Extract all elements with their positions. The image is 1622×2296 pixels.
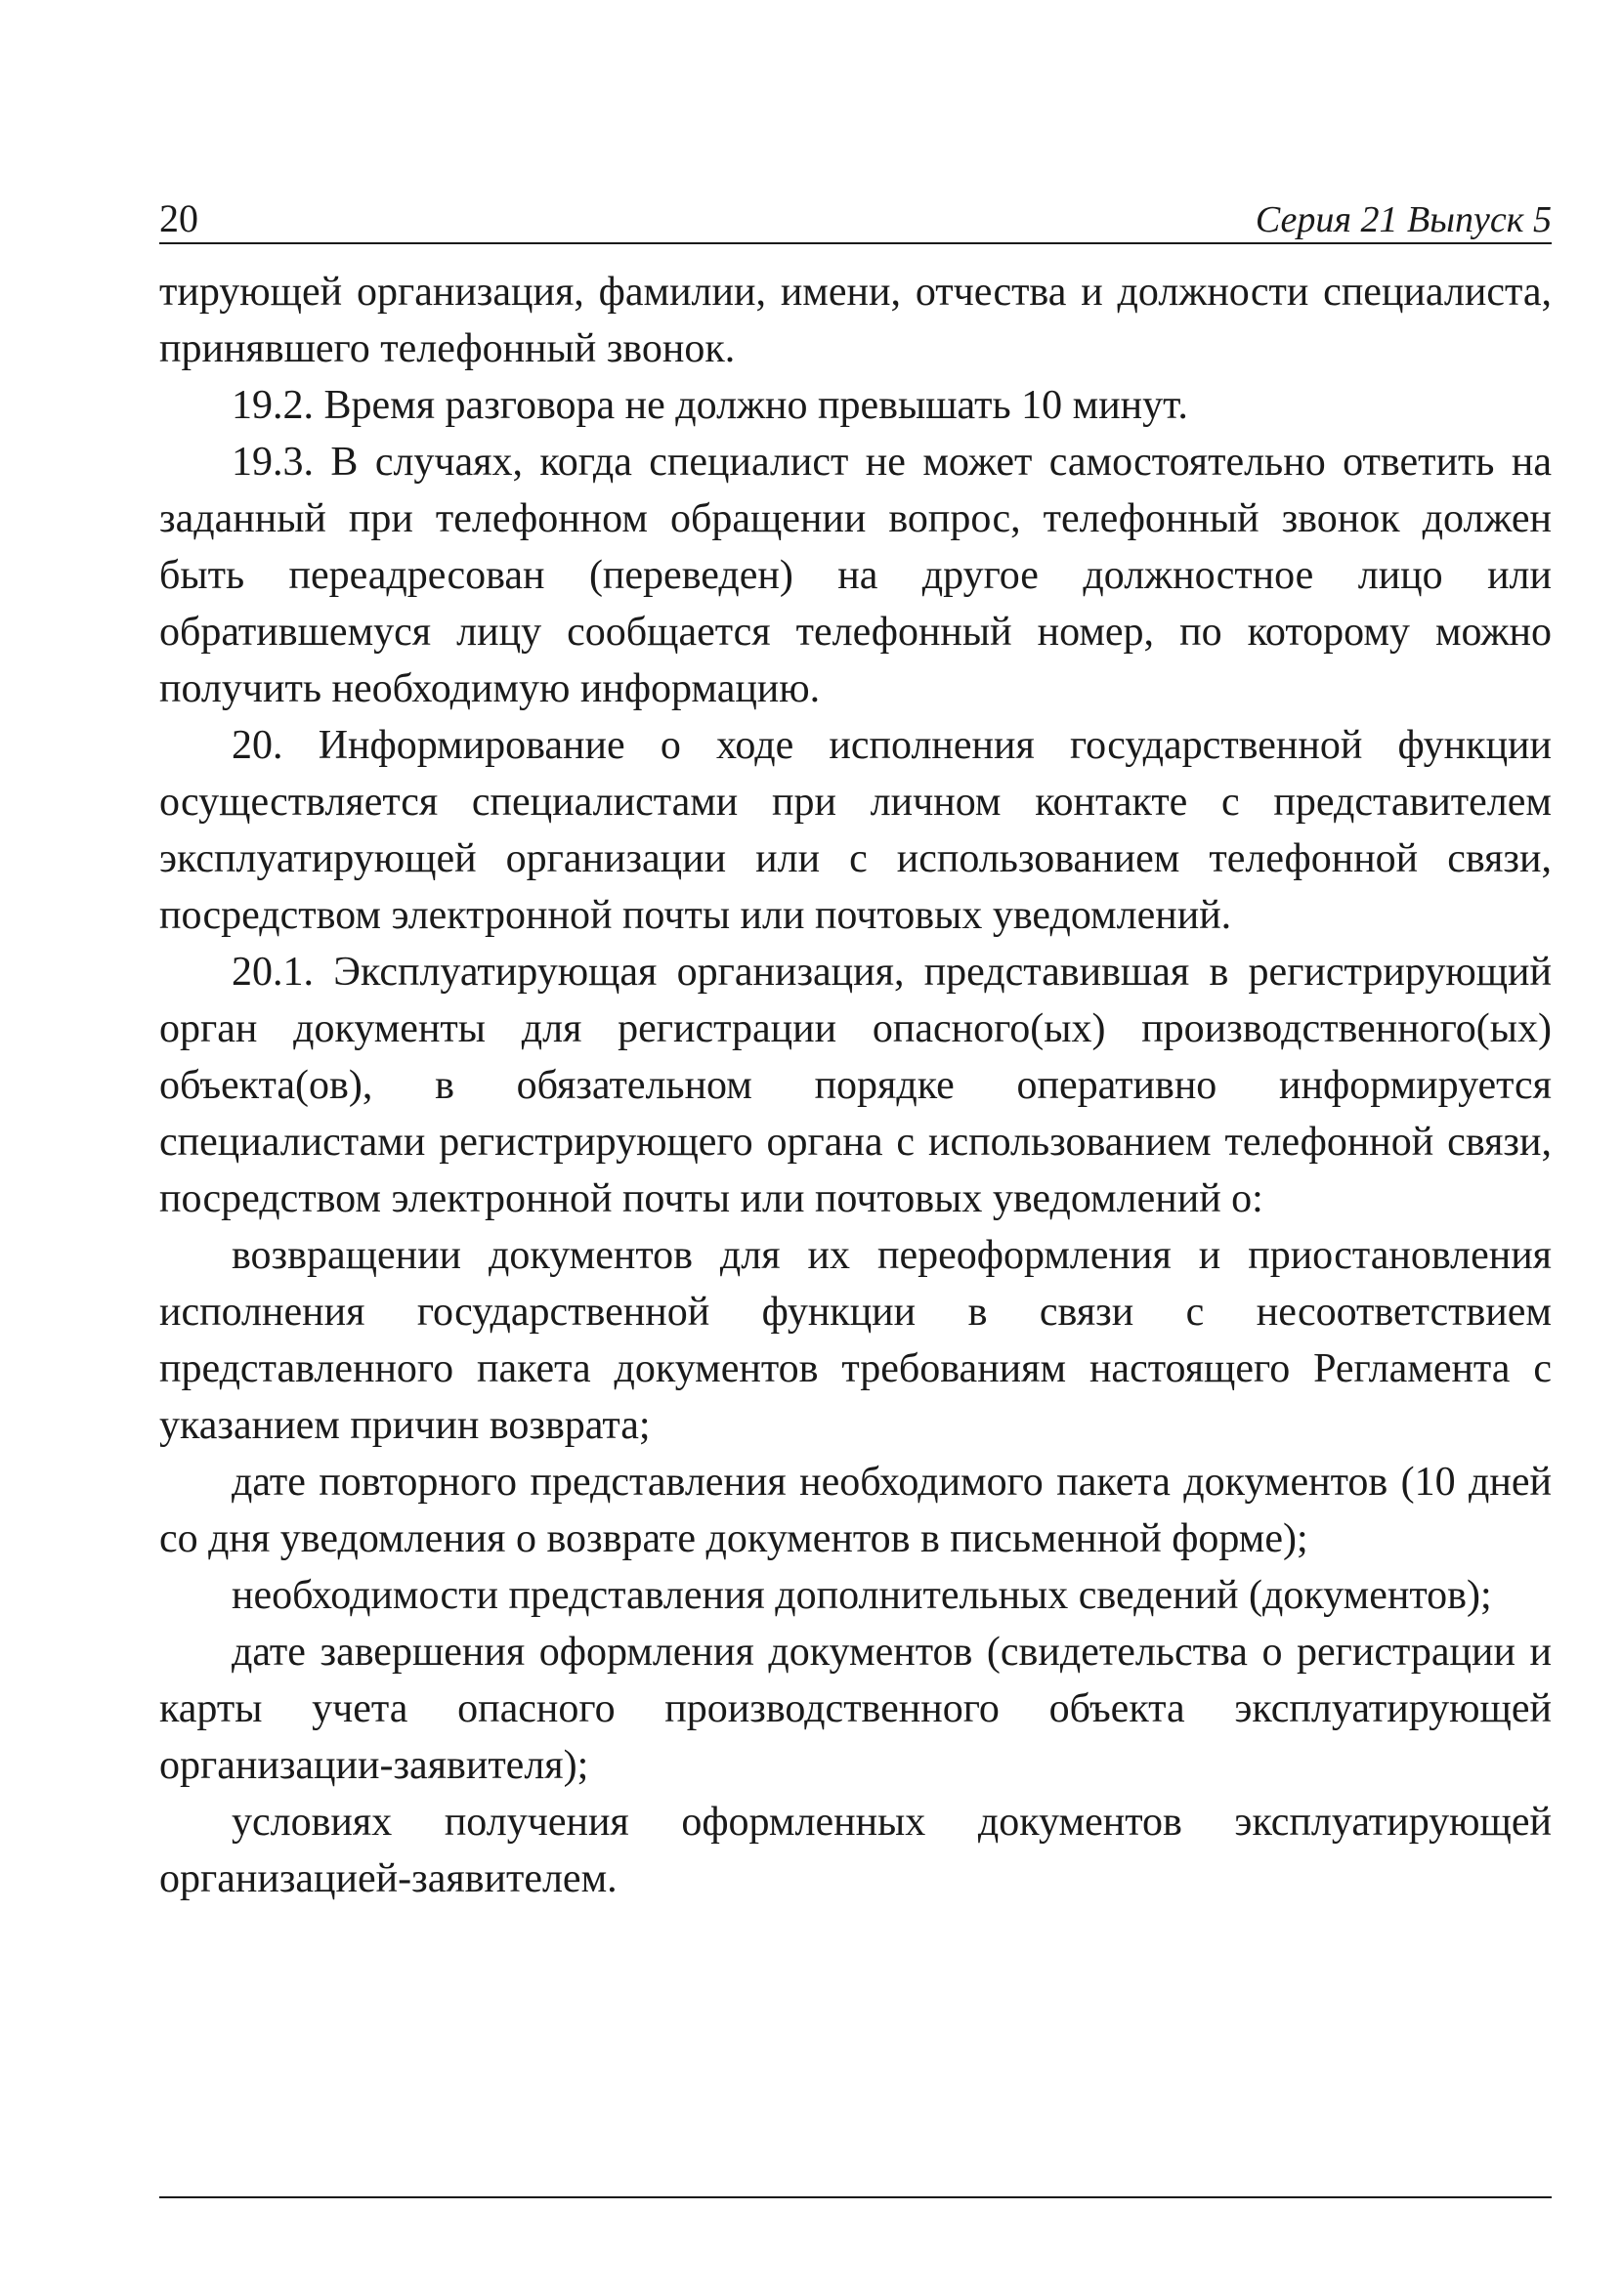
list-item-completion-date: дате завершения оформления документов (свидетельства о регистрации и карты учета опасного производственного объекта эксплуатирующей организации-заявителя); [159,1630,1552,1788]
paragraph-19-3: 19.3. В случаях, когда специалист не может самостоятельно ответить на заданный при телефонном обращении вопрос, телефонный звонок должен быть переадресован (переведен) на другое должностное лицо или обратившемуся лицу сообщается телефонный номер, по которому можно получить необходимую информацию. [159,440,1552,711]
page-number: 20 [159,196,198,240]
page-body [159,264,1552,1907]
list-item-resubmission-date: дате повторного представления необходимого пакета документов (10 дней со дня уведомления о возврате документов в письменной форме); [159,1460,1552,1561]
page-header [159,186,1552,244]
list-item-return-documents: возвращении документов для их переоформления и приостановления исполнения государственной функции в связи с несоответствием представленного пакета документов требованиям настоящего Регламента с указанием причин возврата; [159,1233,1552,1448]
paragraph-20: 20. Информирование о ходе исполнения государственной функции осуществляется специалистами при личном контакте с представителем эксплуатирующей организации или с использованием телефонной связи, посредством электронной почты или почтовых уведомлений. [159,723,1552,938]
paragraph-19-2: 19.2. Время разговора не должно превышать 10 минут. [232,383,1188,428]
list-item-receipt-conditions: условиях получения оформленных документов эксплуатирующей организацией-заявителем. [159,1800,1552,1901]
paragraph-continuation: тирующей организация, фамилии, имени, отчества и должности специалиста, принявшего телефонный звонок. [159,270,1552,371]
paragraph-20-1: 20.1. Эксплуатирующая организация, представившая в регистрирующий орган документы для регистрации опасного(ых) производственного(ых) объекта(ов), в обязательном порядке оперативно информируется специалистами регистрирующего органа с использованием телефонной связи, посредством электронной почты или почтовых уведомлений о: [159,950,1552,1221]
bottom-rule [159,2196,1552,2198]
running-title: Серия 21 Выпуск 5 [1255,199,1552,240]
list-item-additional-info: необходимости представления дополнительных сведений (документов); [232,1573,1492,1618]
